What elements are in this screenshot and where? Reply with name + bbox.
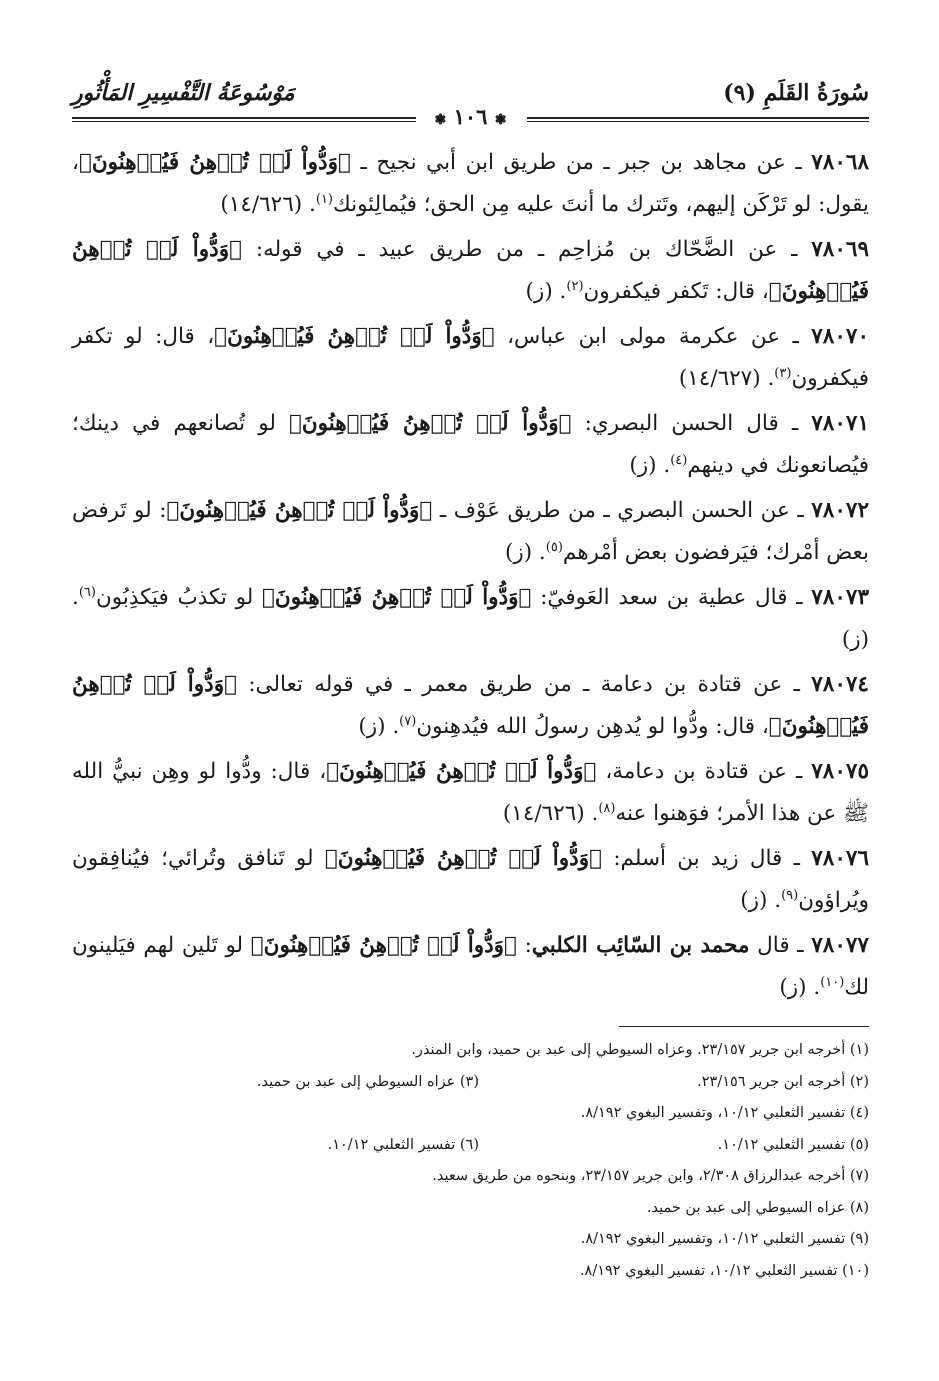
footnote-row [72,1035,869,1067]
footnote-item: (٥) تفسير الثعلبي ١٠/١٢. [717,1136,869,1153]
narration-text: ، قال: ودُّوا لو يُدهِن رسولُ الله فيُدهِنون [416,713,769,739]
narration-text: . (ز) [740,887,782,913]
footnote-ref: (٩) [781,887,799,903]
surah-title: سُورَةُ القَلَمِ (٩) [723,80,869,106]
ornament-icon: ❃ [434,112,447,128]
narrations-list [72,142,869,1008]
narration-text: ـ قال [749,933,812,958]
footnote-separator [619,1026,869,1027]
narration-text: ـ عن مجاهد بن جبر ـ من طريق ابن أبي نجيح ـ [350,150,812,175]
ornament-icon: ❃ [494,112,507,128]
narration-text: ـ قال الحسن البصري: [571,411,812,436]
quran-verse: ﴿وَدُّواْ لَوۡ تُدۡهِنُ فَيُدۡهِنُونَ﴾ [288,411,572,436]
footnote-row [72,1161,869,1193]
narration-entry [72,664,869,747]
footnote-row [72,1130,869,1162]
footnote-ref: (٦) [78,584,96,600]
narration-text: : لو تَرفض بعض أمْرك؛ فيَرفضون بعض أمْرهم [72,498,869,565]
quran-verse: ﴿وَدُّواْ لَوۡ تُدۡهِنُ فَيُدۡهِنُونَ﴾ [72,237,869,304]
narration-text: لو تَنافق وتُرائي؛ فيُنافِقون ويُراؤون [72,846,869,913]
narration-entry [72,577,869,660]
header-rule-right [527,117,869,122]
narration-text: ـ عن قتادة بن دعامة ـ من طريق معمر ـ في قوله تعالى: [237,672,812,697]
narration-entry [72,490,869,573]
footnote-ref: (٧) [399,713,417,729]
narrator-name: محمد بن السّائِب الكلبي [531,933,750,958]
narration-entry [72,316,869,399]
page-number-value: ١٠٦ [453,104,488,129]
footnote-ref: (٣) [774,365,792,381]
footnote-ref: (٤) [670,452,688,468]
page [72,70,869,1341]
narration-text: . (ز) [358,713,400,739]
narration-number: ٧٨٠٦٩ [811,237,869,262]
footnote-row [72,1224,869,1256]
narration-text: . (١٤/٦٢٦) [502,800,599,826]
narration-number: ٧٨٠٦٨ [811,150,869,175]
narration-text: ، قال: تَكفر فيكفرون [583,278,769,304]
quran-verse: ﴿وَدُّواْ لَوۡ تُدۡهِنُ فَيُدۡهِنُونَ﴾ [214,324,495,349]
narration-text: ـ عن الضَّحّاك بن مُزاحِم ـ من طريق عبيد ـ في قوله: [242,237,812,262]
narration-text: ـ قال زيد بن أسلم: [602,846,812,871]
book-title: مَوْسُوعَةُ التَّفْسِيرِ المَأْثُورِ [72,80,295,106]
narration-text: لو تُصانعهم في دينك؛ فيُصانعونك في دينهم [72,411,869,478]
footnotes [72,1035,869,1287]
narration-text: : [516,933,532,958]
quran-verse: ﴿وَدُّواْ لَوۡ تُدۡهِنُ فَيُدۡهِنُونَ﴾ [166,498,433,523]
footnote-item: (٨) عزاه السيوطي إلى عبد بن حميد. [646,1199,869,1216]
footnote-row [72,1067,869,1099]
narration-text: ـ عن الحسن البصري ـ من طريق عَوْف ـ [432,498,812,523]
footnote-ref: (٢) [566,278,584,294]
footnote-row [72,1193,869,1225]
narration-text: . (ز) [72,585,869,652]
quran-verse: ﴿وَدُّواْ لَوۡ تُدۡهِنُ فَيُدۡهِنُونَ﴾ [250,933,517,958]
header-rule-left [72,117,416,122]
footnote-item: (٤) تفسير الثعلبي ١٠/١٢، وتفسير البغوي ٨/١٩٢. [580,1105,869,1121]
footnote-item: (١٠) تفسير الثعلبي ١٠/١٢، تفسير البغوي ٨/١٩٢. [579,1262,869,1279]
narration-text: ـ قال عطية بن سعد العَوفيّ: [531,585,812,610]
narration-entry [72,229,869,312]
narration-text: . (ز) [504,539,546,565]
narration-entry [72,925,869,1008]
quran-verse: ﴿وَدُّواْ لَوۡ تُدۡهِنُ فَيُدۡهِنُونَ﴾ [326,759,597,784]
narration-number: ٧٨٠٧٧ [811,933,869,958]
narration-number: ٧٨٠٧٤ [811,672,869,697]
page-number [431,104,511,129]
narration-text: ، يقول: لو تَرْكَن إليهم، وتَترك ما أنتَ عليه مِن الحق؛ فيُمالِئونك [72,150,869,217]
narration-entry [72,751,869,834]
narration-entry [72,403,869,486]
quran-verse: ﴿وَدُّواْ لَوۡ تُدۡهِنُ فَيُدۡهِنُونَ﴾ [262,585,532,610]
footnote-item: (٩) تفسير الثعلبي ١٠/١٢، وتفسير البغوي ٨/١٩٢. [580,1231,869,1247]
narration-text: ـ عن عكرمة مولى ابن عباس، [494,324,812,349]
narration-number: ٧٨٠٧١ [811,411,869,436]
running-header [72,70,869,128]
quran-verse: ﴿وَدُّواْ لَوۡ تُدۡهِنُ فَيُدۡهِنُونَ﴾ [78,150,351,175]
narration-text: لو تَلين لهم فيَلينون لك [72,933,869,1000]
footnote-item: (٦) تفسير الثعلبي ١٠/١٢. [327,1136,479,1153]
narration-text: . (ز) [629,452,671,478]
narration-number: ٧٨٠٧٦ [811,846,869,871]
footnote-item: (١) أخرجه ابن جرير ٢٣/١٥٧. وعزاه السيوطي إلى عبد بن حميد، وابن المنذر. [411,1042,869,1058]
footnote-item: (٧) أخرجه عبدالرزاق ٢/٣٠٨، وابن جرير ٢٣/١٥٧، وبنحوه من طريق سعيد. [432,1168,869,1184]
quran-verse: ﴿وَدُّواْ لَوۡ تُدۡهِنُ فَيُدۡهِنُونَ﴾ [72,672,869,739]
footnote-ref: (١٠) [820,974,845,990]
narration-number: ٧٨٠٧٠ [811,324,869,349]
narration-text: . (١٤/٦٢٦) [220,191,316,217]
footnote-ref: (١) [315,191,333,207]
footnote-ref: (٨) [598,800,616,816]
footnote-item: (٣) عزاه السيوطي إلى عبد بن حميد. [256,1073,479,1090]
narration-number: ٧٨٠٧٢ [811,498,869,523]
narration-number: ٧٨٠٧٥ [811,759,869,784]
footnote-row [72,1256,869,1288]
narration-text: ـ عن قتادة بن دعامة، [596,759,812,784]
narration-text: ، قال: لو تكفر فيكفرون [72,324,869,391]
footnote-ref: (٥) [545,539,563,555]
narration-text: . (ز) [525,278,567,304]
narration-text: لو تكذبُ فيَكذِبُون [95,585,263,610]
footnote-item: (٢) أخرجه ابن جرير ٢٣/١٥٦. [697,1073,869,1090]
narration-entry [72,142,869,225]
quran-verse: ﴿وَدُّواْ لَوۡ تُدۡهِنُ فَيُدۡهِنُونَ﴾ [324,846,603,871]
narration-text: . (ز) [779,974,821,1000]
narration-number: ٧٨٠٧٣ [811,585,869,610]
footnote-row [72,1098,869,1130]
narration-text: . (١٤/٦٢٧) [678,365,775,391]
narration-text: ، قال: ودُّوا لو وهِن نبيُّ الله ﷺ عن هذا الأمر؛ فوَهنوا عنه [72,759,869,826]
narration-entry [72,838,869,921]
